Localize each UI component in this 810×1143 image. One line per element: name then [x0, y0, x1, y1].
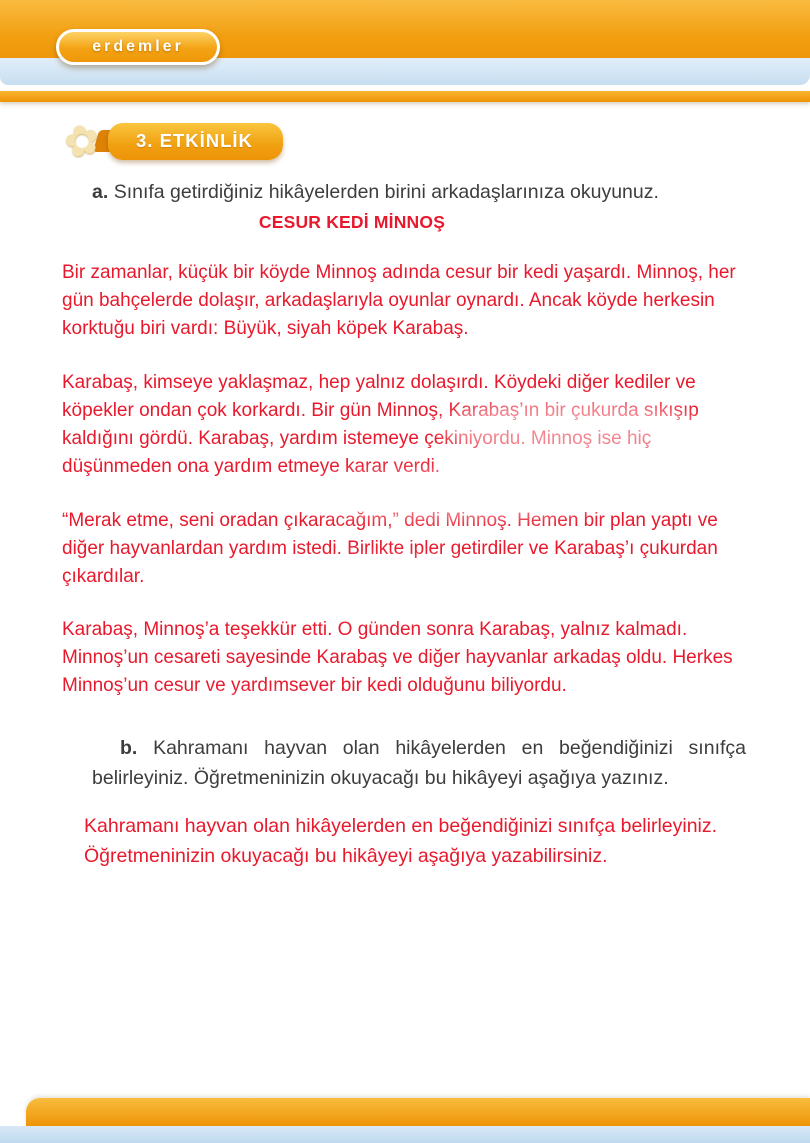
footer-blue-band [0, 1126, 810, 1143]
student-answer-text: Kahramanı hayvan olan hikâyelerden en beğendiğinizi sınıfça belirleyiniz. Öğretmeninizin okuyacağı bu hikâyeyi aşağıya yazabilirsiniz. [84, 814, 718, 867]
story-paragraph: Bir zamanlar, küçük bir köyde Minnoş adında cesur bir kedi yaşardı. Minnoş, her gün bahçelerde dolaşır, arkadaşlarıyla oyunlar oynardı. Ancak köyde herkesin korktuğu biri vardı: Büyük, siyah köpek Karabaş. [62, 262, 736, 340]
story-paragraph: Karabaş, Minnoş’a teşekkür etti. O günden sonra Karabaş, yalnız kalmadı. Minnoş’un cesareti sayesinde Karabaş ve diğer hayvanlar arkadaş oldu. Herkes Minnoş’un cesur ve yardımsever bir kedi olduğunu biliyordu. [62, 619, 733, 697]
theme-label-pill [56, 29, 220, 65]
theme-label: erdemler [92, 38, 184, 55]
story-title: CESUR KEDİ MİNNOŞ [258, 212, 446, 233]
activity-header [56, 113, 283, 168]
instruction-a-text: Sınıfa getirdiğiniz hikâyelerden birini arkadaşlarınıza okuyunuz. [113, 181, 659, 203]
instruction-b-marker: b. [120, 737, 138, 760]
story-paragraph: “Merak etme, seni oradan çıkaracağım,” dedi Minnoş. Hemen bir plan yaptı ve diğer hayvanlardan yardım istedi. Birlikte ipler getirdiler ve Karabaş’ı çukurdan çıkardılar. [62, 509, 718, 587]
footer-orange-band [26, 1098, 810, 1126]
activity-badge: 3. ETKİNLİK [108, 123, 283, 160]
header-divider-bar [0, 91, 810, 102]
story-paragraph: Karabaş, kimseye yaklaşmaz, hep yalnız dolaşırdı. Köydeki diğer kediler ve köpekler ondan çok korkardı. Bir gün Minnoş, Karabaş’ın bir çukurda sıkışıp kaldığını gördü. Karabaş, yardım istemeye çekiniyordu. Minnoş ise hiç düşünmeden ona yardım etmeye karar verdi. [62, 372, 699, 477]
rose-flower-icon: ✿ [59, 113, 105, 168]
instruction-b [92, 734, 746, 793]
instruction-a [62, 178, 746, 206]
instruction-b-text: Kahramanı hayvan olan hikâyelerden en beğendiğinizi sınıfça belirleyiniz. Öğretmeninizin okuyacağı bu hikâyeyi aşağıya yazınız. [92, 737, 747, 789]
instruction-a-marker: a. [92, 181, 109, 203]
page-content [62, 150, 746, 871]
